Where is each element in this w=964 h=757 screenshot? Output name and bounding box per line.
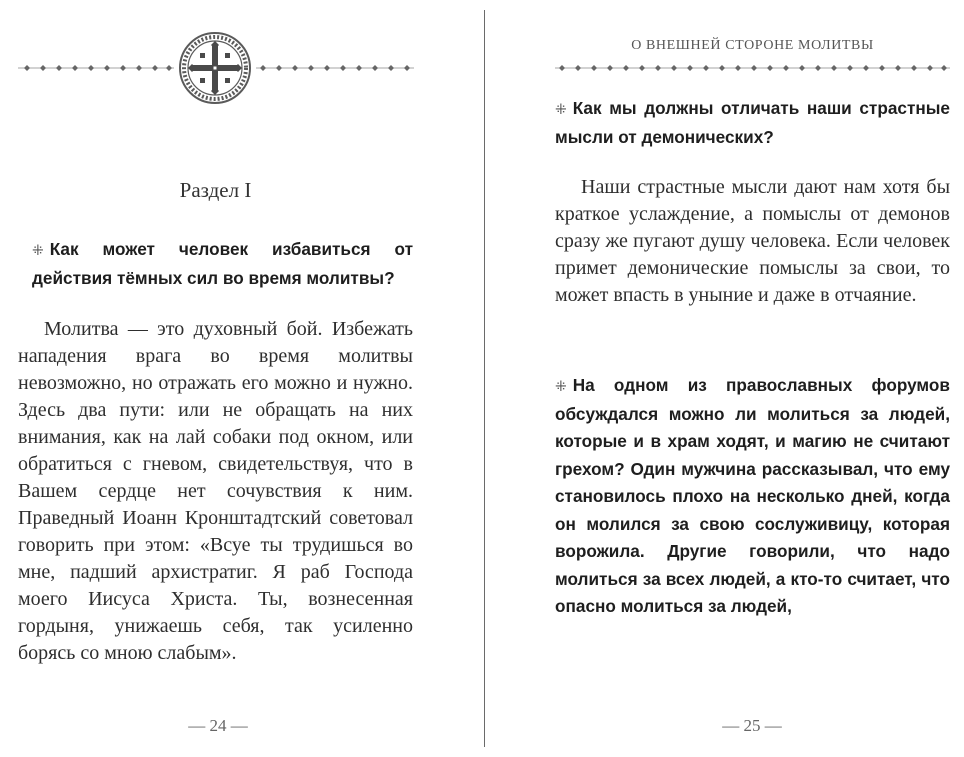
question-text: Как может человек избавиться от действия тёмных сил во время молитвы? (32, 239, 413, 288)
cross-medallion-icon (178, 31, 252, 105)
question-mark-icon: ⁜ (555, 101, 567, 117)
section-title: Раздел I (179, 178, 252, 202)
answer-paragraph: Молитва — это духовный бой. Избежать нападения врага во время молитвы невозможно, но отражать его можно и нужно. Здесь два пути: или не обращать на них внимания, как на лай собаки под окном, или обратиться с гневом, свидетельствуя, что в Вашем сердце нет сочувствия к ним. Праведный Иоанн Кронштадтский советовал говорить при этом: «Всуе ты трудишься во мне, падший архистратиг. Я раб Господа моего Иисуса Христа. Ты, вознесенная гордыня, унижаешь себя, так усиленно борясь со мною слабым». (18, 318, 413, 664)
question-heading (555, 372, 950, 621)
question-mark-icon: ⁜ (32, 242, 44, 258)
question-text: На одном из православных форумов обсуждался можно ли молиться за людей, которые и в храм ходят, и магию не считают грехом? Один мужчина рассказывал, что ему становилось плохо на несколько дней, когда он молился за свою сослуживицу, которая ворожила. Другие говорили, что надо молиться за всех людей, а кто-то считает, что опасно молиться за людей, (555, 375, 950, 616)
question-mark-icon: ⁜ (555, 378, 567, 394)
diamond-ornament-icon (256, 63, 414, 73)
answer-paragraph: Наши страстные мысли дают нам хотя бы краткое услаждение, а помыслы от демонов сразу же пугают душу человека. Если человек примет демонические помыслы за свои, то может впасть в уныние и даже в отчаяние. (555, 176, 950, 306)
diamond-ornament-icon (18, 63, 174, 73)
question-heading (32, 236, 413, 292)
page-number: — 25 — (722, 716, 782, 735)
question-text: Как мы должны отличать наши страстные мысли от демонических? (555, 98, 950, 147)
running-head: О ВНЕШНЕЙ СТОРОНЕ МОЛИТВЫ (631, 38, 874, 53)
question-heading (555, 95, 950, 151)
page-number: — 24 — (188, 716, 248, 735)
diamond-ornament-icon (555, 63, 950, 73)
book-spine-divider (484, 10, 485, 747)
